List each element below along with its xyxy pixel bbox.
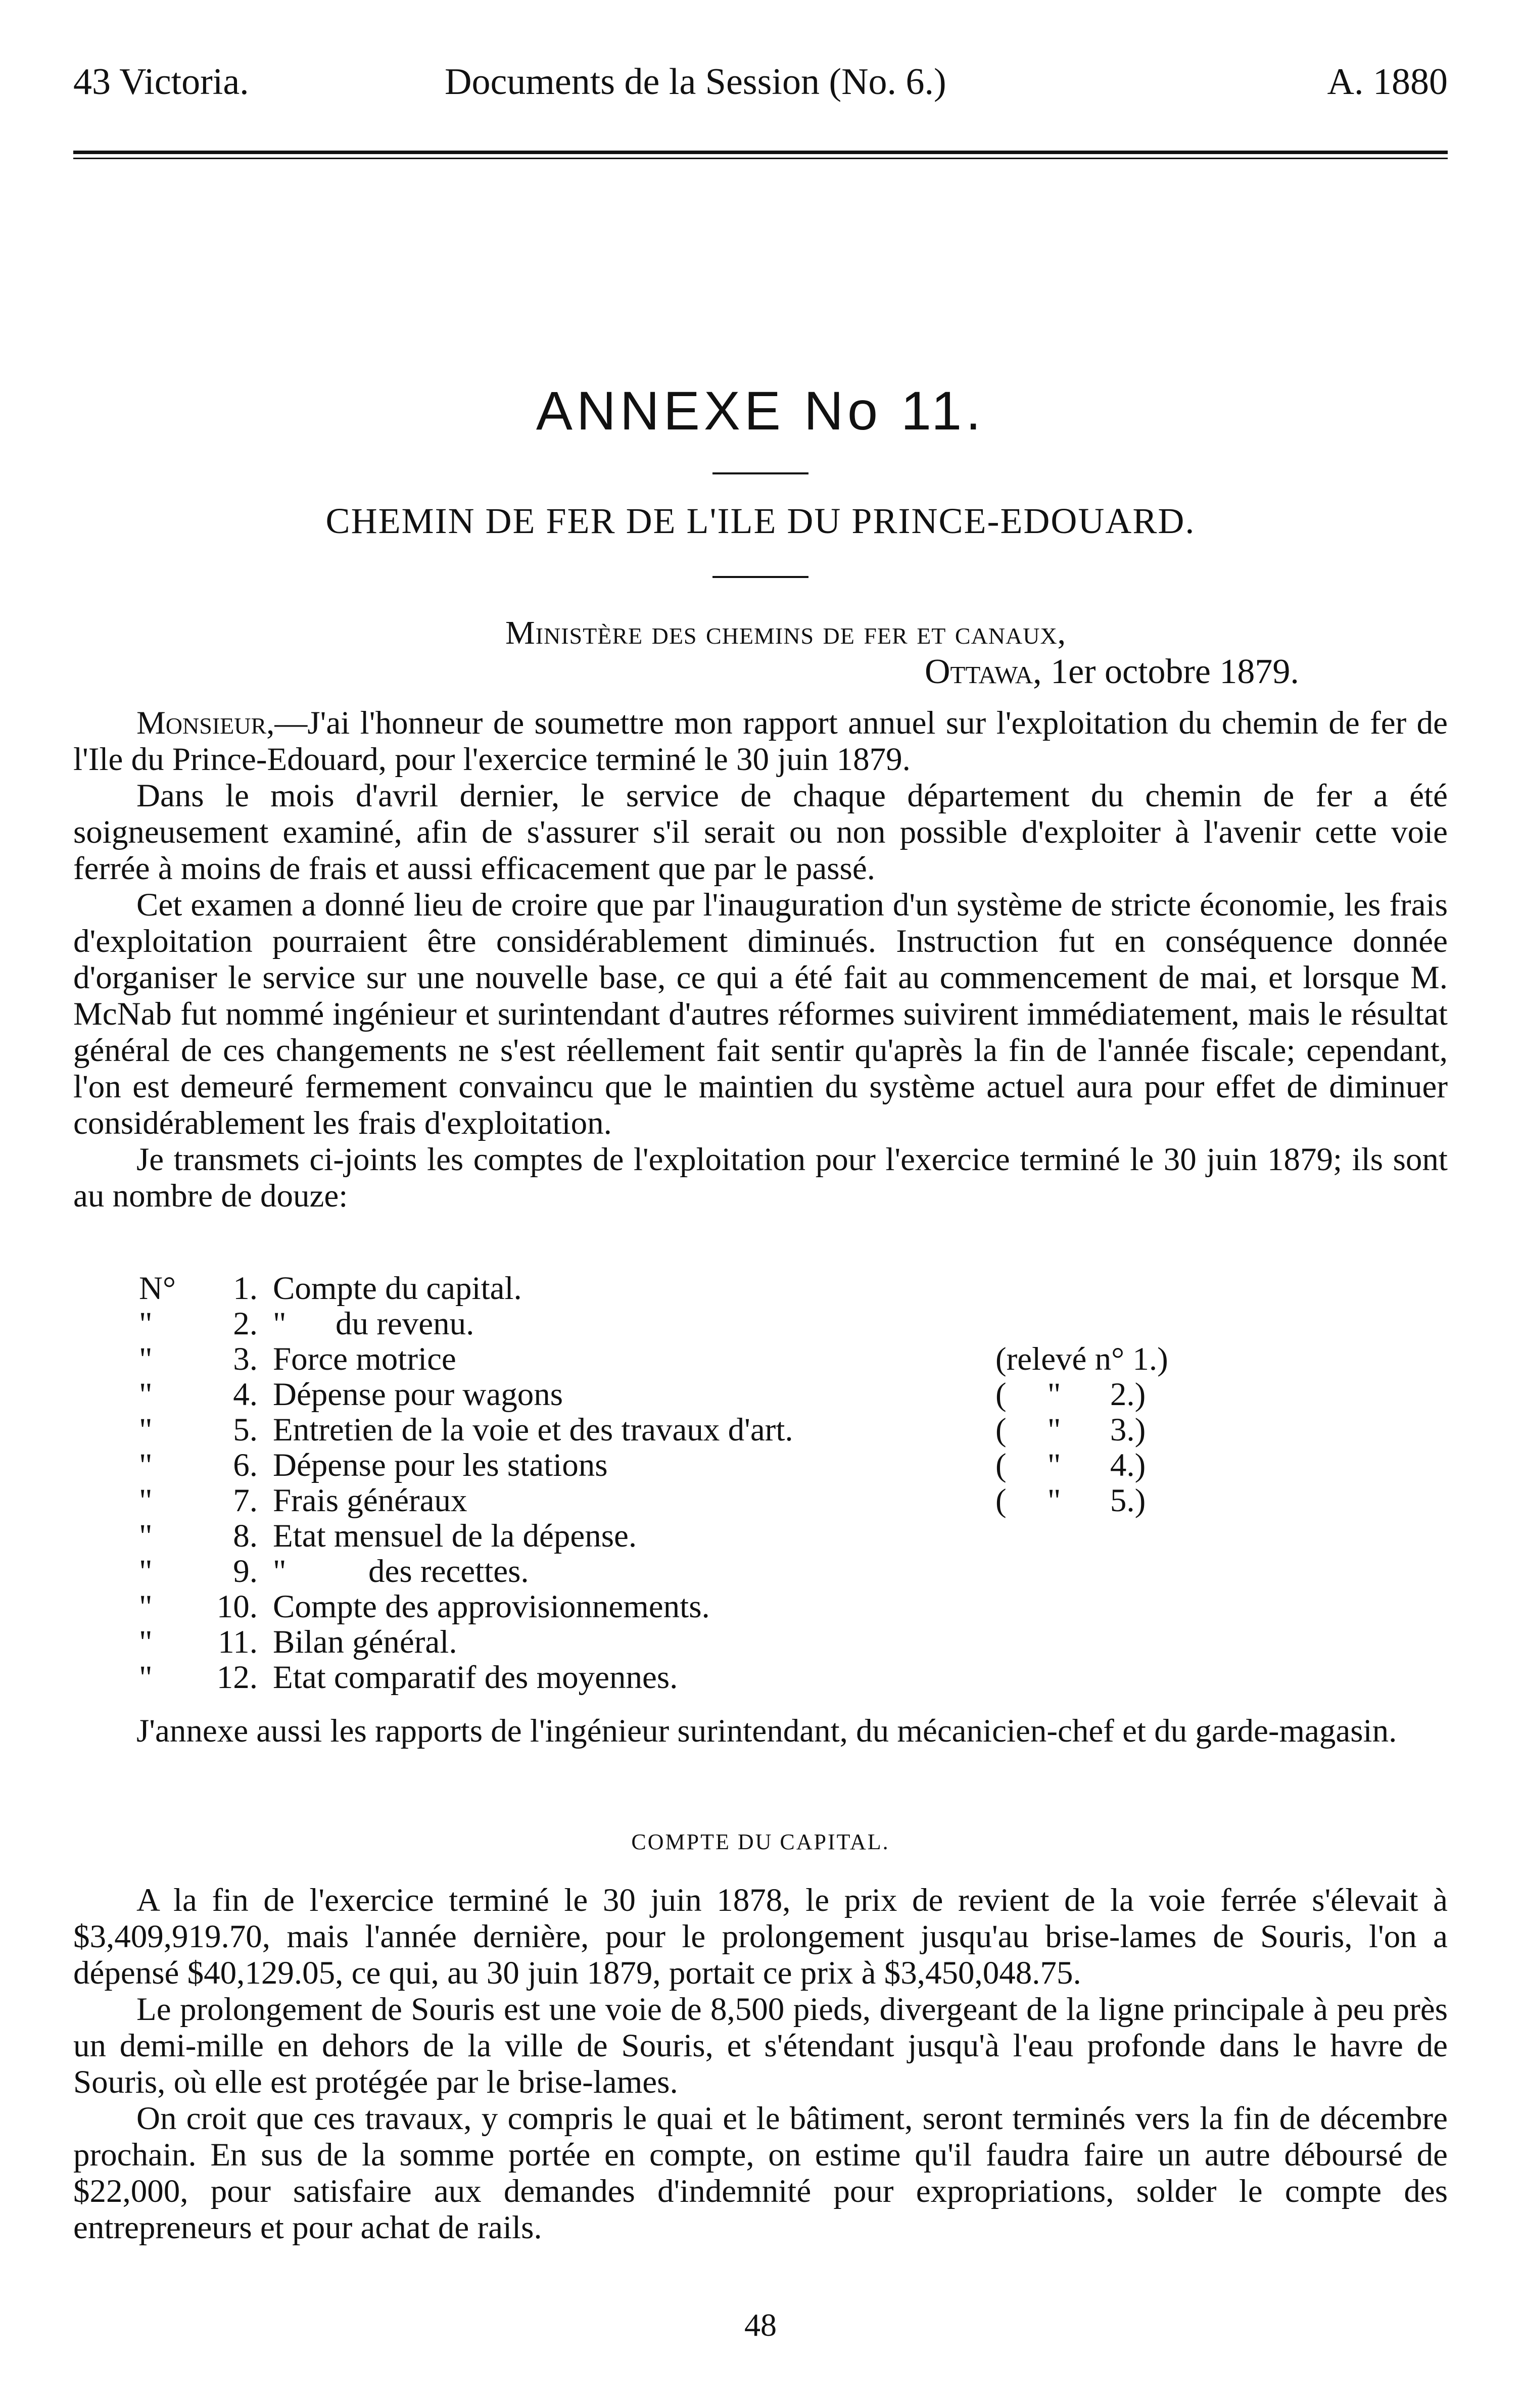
document-title: CHEMIN DE FER DE L'ILE DU PRINCE-EDOUARD. — [325, 501, 1196, 541]
list-item: " 3. Force motrice (relevé n° 1.) — [139, 1341, 1168, 1377]
header-rule — [73, 151, 1448, 154]
list-item: " 9. " des recettes. — [139, 1553, 529, 1590]
annexe-title: ANNEXE No 11. — [536, 380, 985, 441]
section-title: COMPTE DU CAPITAL. — [631, 1829, 890, 1854]
title-divider-2 — [712, 576, 808, 578]
list-item: " 8. Etat mensuel de la dépense. — [139, 1518, 637, 1554]
header-session: Documents de la Session (No. 6.) — [445, 61, 946, 103]
list-item: " 6. Dépense pour les stations ( " 4.) — [139, 1447, 1146, 1483]
paragraph: Je transmets ci-joints les comptes de l'exploitation pour l'exercice terminé le 30 juin 1879; ils sont au nombre de douze: — [73, 1141, 1448, 1214]
list-item: " 11. Bilan général. — [139, 1624, 457, 1660]
paragraph: J'annexe aussi les rapports de l'ingénieur surintendant, du mécanicien-chef et du garde-magasin. — [136, 1713, 1397, 1749]
header-volume: 43 Victoria. — [73, 61, 249, 103]
place-date-line — [925, 652, 1299, 692]
paragraph: On croit que ces travaux, y compris le quai et le bâtiment, seront terminés vers la fin de décembre prochain. En sus de la somme portée en compte, on estime qu'il faudra faire un autre déboursé de $22,000, pour satisfaire aux demandes d'indemnité pour expropriations, solder le compte des entrepreneurs et pour achat de rails. — [73, 2100, 1448, 2246]
paragraph: Le prolongement de Souris est une voie de 8,500 pieds, divergeant de la ligne principale à peu près un demi-mille en dehors de la ville de Souris, et s'étendant jusqu'à l'eau profonde dans le havre de Souris, où elle est protégée par le brise-lames. — [73, 1991, 1448, 2100]
paragraph: A la fin de l'exercice terminé le 30 juin 1878, le prix de revient de la voie ferrée s'élevait à $3,409,919.70, mais l'année dernière, pour le prolongement jusqu'au brise-lames de Souris, l'on a dépensé $40,129.05, ce qui, au 30 juin 1879, portait ce prix à $3,450,048.75. — [73, 1882, 1448, 1991]
document-page — [73, 30, 1448, 2343]
salutation: Monsieur, — [136, 705, 275, 741]
ministry-line: Ministère des chemins de fer et canaux, — [505, 614, 1067, 651]
header-rule-thin — [73, 158, 1448, 159]
page-number: 48 — [744, 2307, 777, 2343]
annex-note — [73, 1713, 1448, 1749]
list-item: " 10. Compte des approvisionnements. — [139, 1588, 710, 1625]
header-year: A. 1880 — [1327, 61, 1448, 103]
list-item: " 5. Entretien de la voie et des travaux d'art. ( " 3.) — [139, 1412, 1146, 1448]
running-header — [73, 30, 1448, 101]
capital-section — [73, 1882, 1448, 2246]
list-item: " 4. Dépense pour wagons ( " 2.) — [139, 1376, 1146, 1413]
list-item: " 7. Frais généraux ( " 5.) — [139, 1482, 1146, 1519]
paragraph: Monsieur,—J'ai l'honneur de soumettre mon rapport annuel sur l'exploitation du chemin de fer de l'Ile du Prince-Edouard, pour l'exercice terminé le 30 juin 1879. — [73, 705, 1448, 778]
accounts-list — [139, 1271, 1251, 1695]
list-item: " 2. " du revenu. — [139, 1306, 474, 1342]
list-item: " 12. Etat comparatif des moyennes. — [139, 1659, 678, 1696]
paragraph: Dans le mois d'avril dernier, le service de chaque département du chemin de fer a été soigneusement examiné, afin de s'assurer s'il serait ou non possible d'exploiter à l'avenir cette voie ferrée à moins de frais et aussi efficacement que par le passé. — [73, 778, 1448, 887]
letter-date: 1er octobre 1879. — [1051, 652, 1299, 691]
place: Ottawa, — [925, 652, 1042, 691]
title-divider — [712, 472, 808, 474]
letter-body — [73, 705, 1448, 1214]
list-item: N° 1. Compte du capital. — [139, 1270, 522, 1307]
paragraph: Cet examen a donné lieu de croire que par l'inauguration d'un système de stricte économie, les frais d'exploitation pourraient être considérablement diminués. Instruction fut en conséquence donnée d'organiser le service sur une nouvelle base, ce qui a été fait au commencement de mai, et lorsque M. McNab fut nommé ingénieur et surintendant d'autres réformes suivirent immédiatement, mais le résultat général de ces changements ne s'est réellement fait sentir qu'après la fin de l'année fiscale; cependant, l'on est demeuré fermement convaincu que le maintien du système actuel aura pour effet de diminuer considérablement les frais d'exploitation. — [73, 887, 1448, 1141]
